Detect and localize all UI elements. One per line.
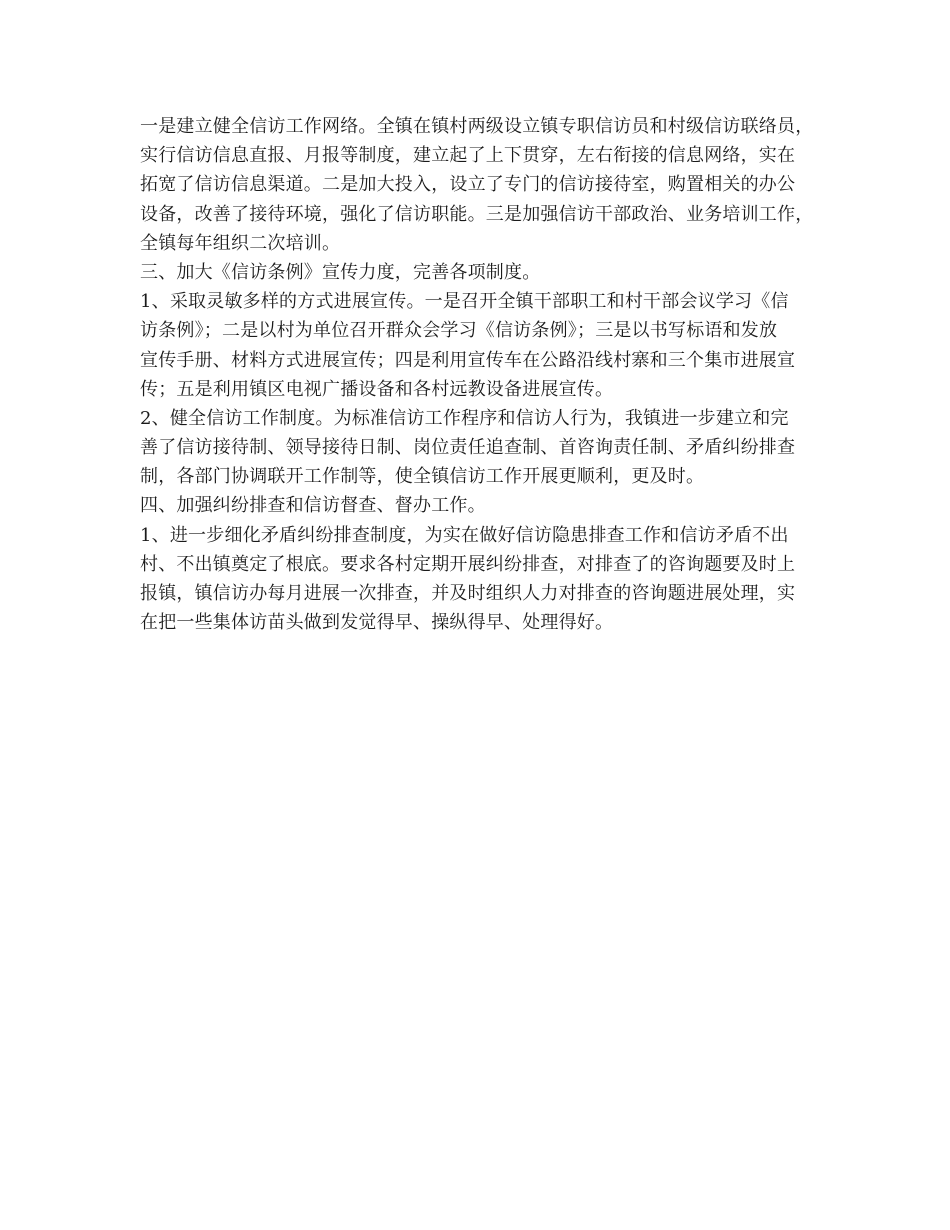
text-line: 实行信访信息直报、月报等制度，建立起了上下贯穿，左右衔接的信息网络，实在 — [140, 145, 796, 167]
text-line: 设备，改善了接待环境，强化了信访职能。三是加强信访干部政治、业务培训工作， — [140, 203, 814, 225]
paragraph-investigation — [140, 521, 840, 638]
text-line: 全镇每年组织二次培训。 — [140, 232, 341, 254]
text-line: 宣传手册、材料方式进展宣传；四是利用宣传车在公路沿线村寨和三个集市进展宣 — [140, 349, 796, 371]
heading-line: 四、加强纠纷排查和信访督查、督办工作。 — [140, 495, 486, 517]
text-line: 村、不出镇奠定了根底。要求各村定期开展纠纷排查，对排查了的咨询题要及时上 — [140, 553, 796, 575]
text-line: 1、进一步细化矛盾纠纷排查制度，为实在做好信访隐患排查工作和信访矛盾不出 — [140, 524, 789, 546]
paragraph-system — [140, 404, 840, 492]
paragraph-publicity — [140, 287, 840, 404]
section-heading-4 — [140, 491, 840, 520]
text-line: 报镇，镇信访办每月进展一次排查，并及时组织人力对排查的咨询题进展处理，实 — [140, 583, 796, 604]
text-line: 在把一些集体访苗头做到发觉得早、操纵得早、处理得好。 — [140, 612, 614, 634]
text-line: 一是建立健全信访工作网络。全镇在镇村两级设立镇专职信访员和村级信访联络员， — [140, 116, 814, 137]
document-body — [140, 112, 840, 637]
text-line: 制，各部门协调联开工作制等，使全镇信访工作开展更顺利，更及时。 — [140, 466, 705, 488]
text-line: 传；五是利用镇区电视广播设备和各村远教设备进展宣传。 — [140, 378, 614, 400]
text-line: 1、采取灵敏多样的方式进展宣传。一是召开全镇干部职工和村干部会议学习《信 — [140, 291, 789, 313]
text-line: 善了信访接待制、领导接待日制、岗位责任追查制、首咨询责任制、矛盾纠纷排查 — [140, 437, 796, 459]
paragraph-network — [140, 112, 840, 258]
text-line: 访条例》；二是以村为单位召开群众会学习《信访条例》；三是以书写标语和发放 — [140, 320, 778, 342]
text-line: 2、健全信访工作制度。为标准信访工作程序和信访人行为，我镇进一步建立和完 — [140, 407, 789, 429]
section-heading-3 — [140, 258, 840, 287]
text-line: 拓宽了信访信息渠道。二是加大投入，设立了专门的信访接待室，购置相关的办公 — [140, 174, 796, 196]
heading-line: 三、加大《信访条例》宣传力度，完善各项制度。 — [140, 261, 541, 283]
